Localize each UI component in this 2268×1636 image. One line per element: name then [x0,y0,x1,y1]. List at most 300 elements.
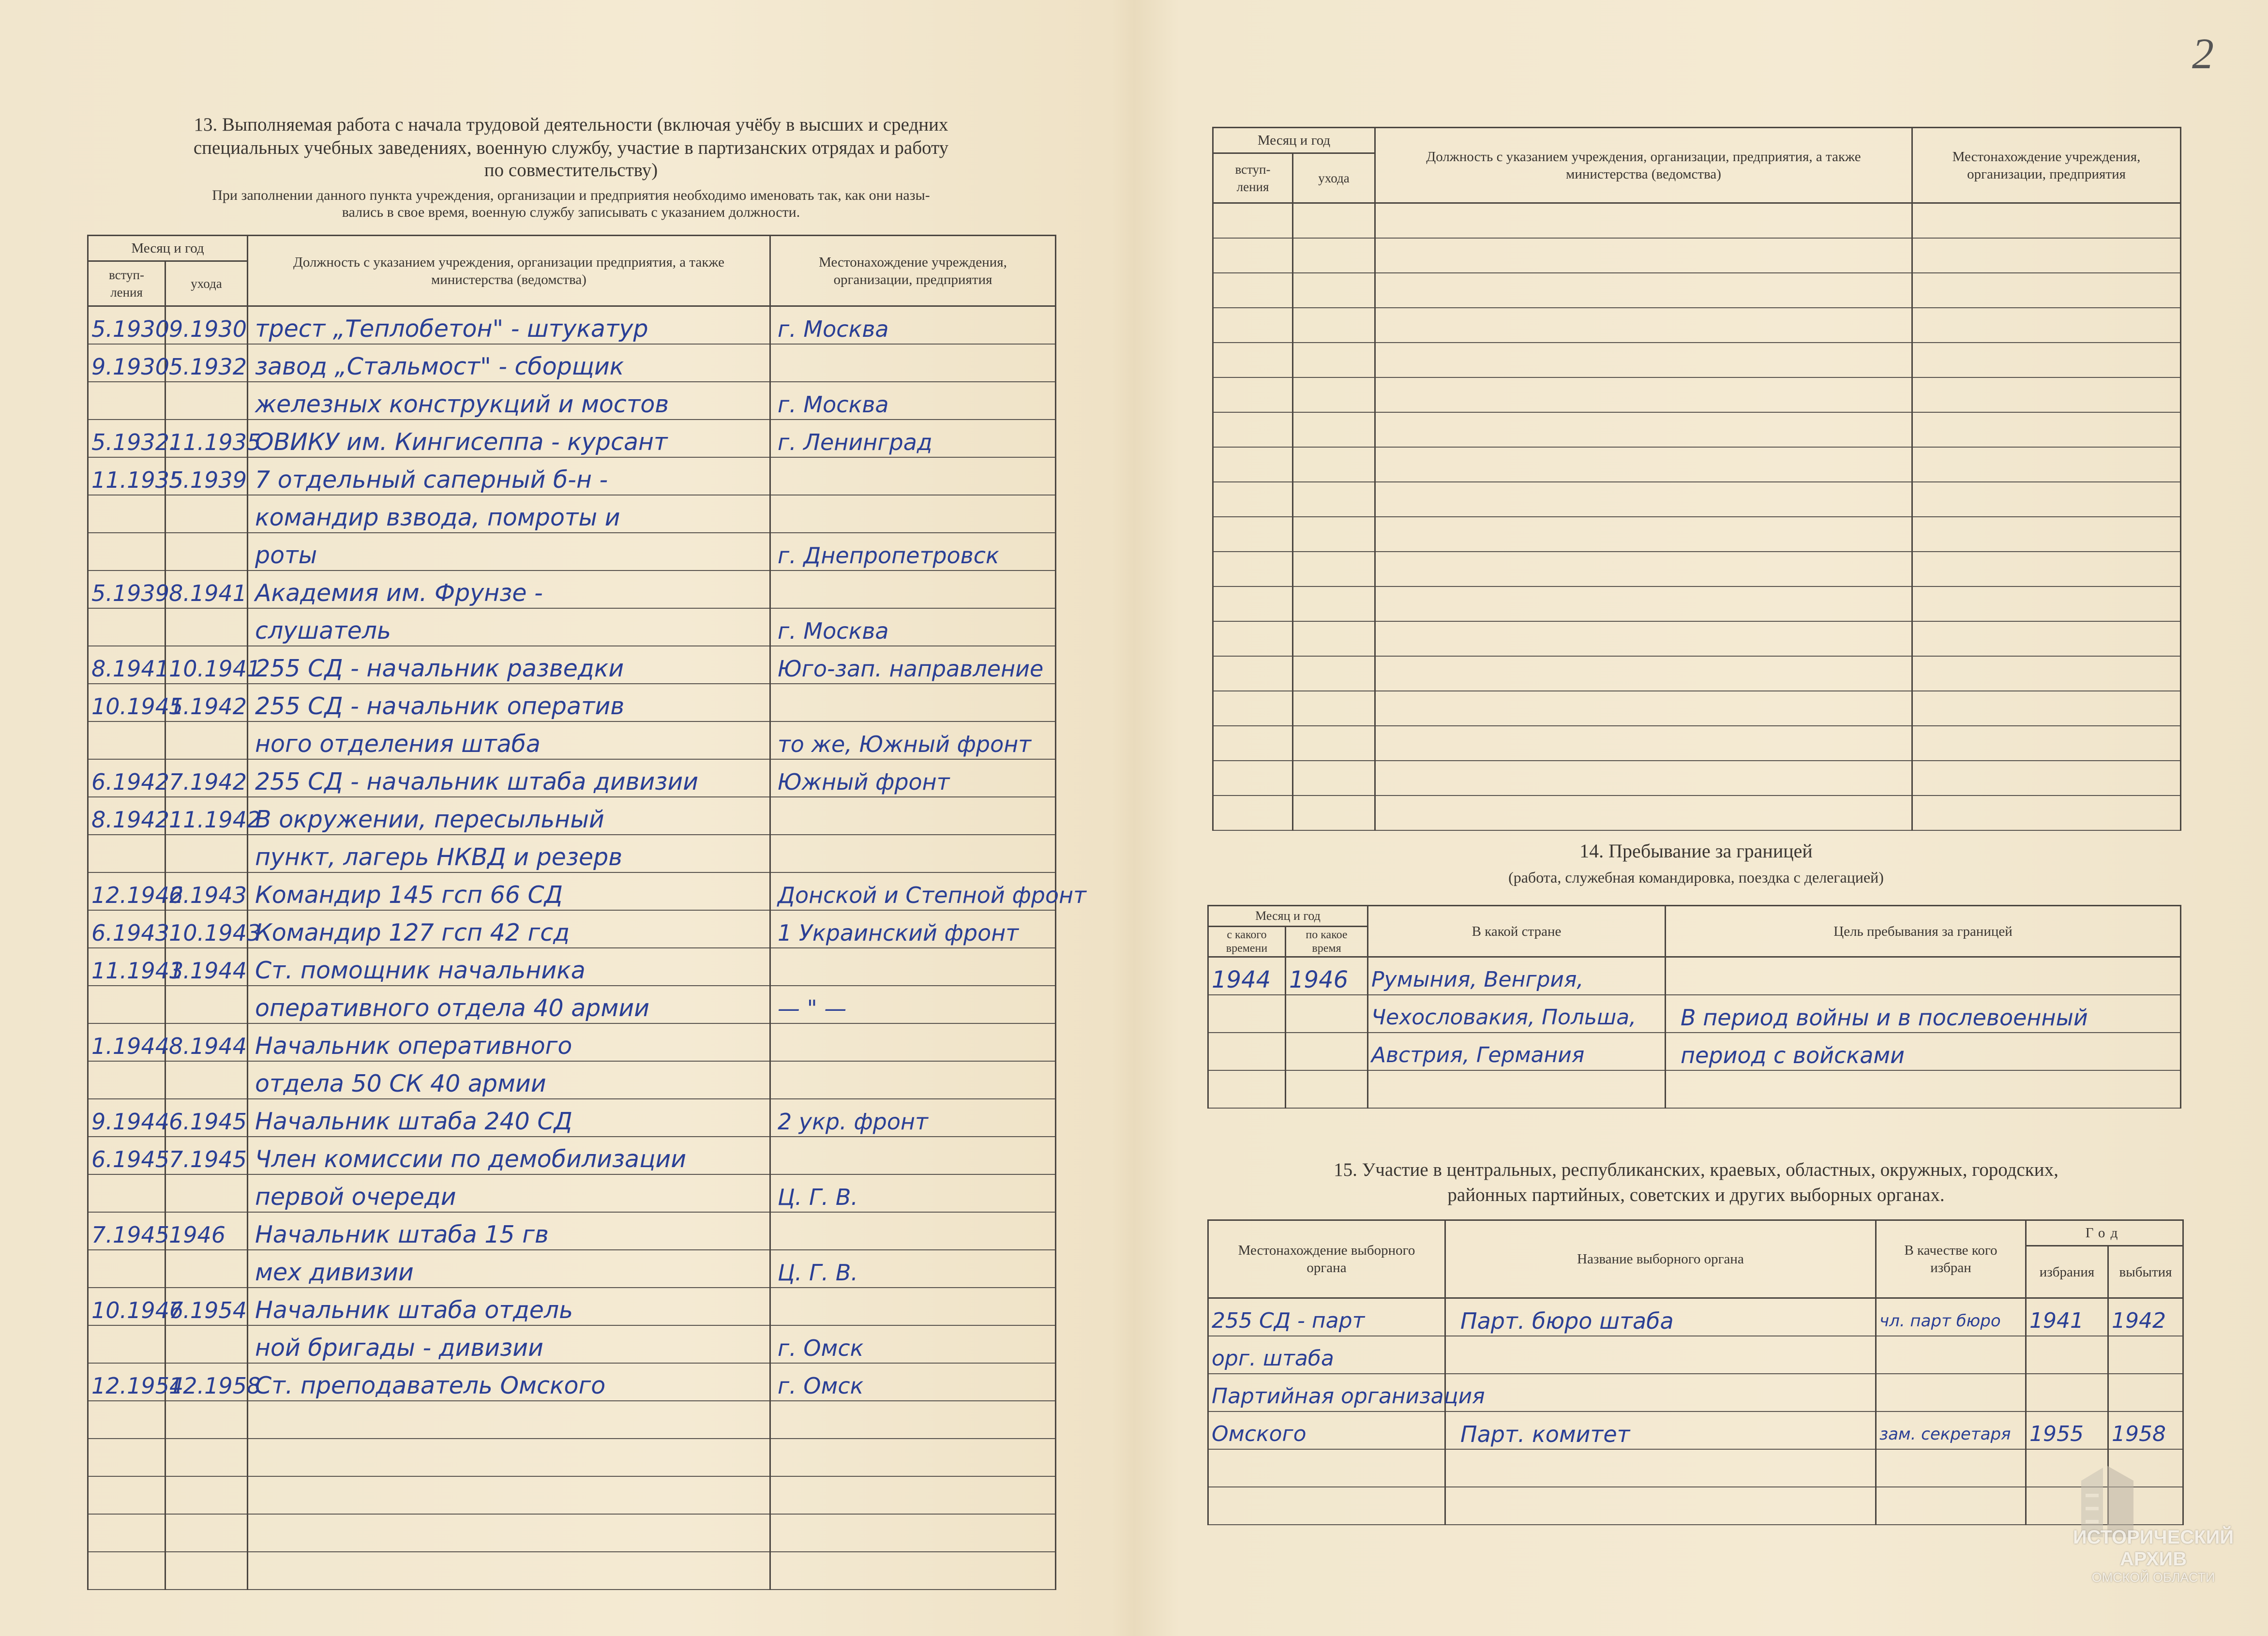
table-row [88,948,1056,986]
table-row [1208,1070,2181,1108]
position-text [248,1514,770,1552]
leave-date [165,1325,248,1363]
country-text [1368,1070,1666,1108]
table-row [88,570,1056,608]
location-text [1912,343,2181,377]
elected-bodies-table [1207,1219,2184,1525]
position-text: 7 отдельный саперный б-н - [248,457,770,495]
table-row [1213,691,2181,726]
location-text [770,1401,1056,1439]
section-13-title-line3: по совместительству) [484,160,658,180]
table-row [88,1439,1056,1476]
table-row [1208,1487,2183,1525]
from-date [1208,1070,1286,1108]
location-text [1912,656,2181,691]
location-text: г. Москва [770,608,1056,646]
leave-header: ухода [1293,153,1375,203]
location-text: г. Омск [770,1325,1056,1363]
entry-date [88,1476,165,1514]
position-text: оперативного отдела 40 армии [248,986,770,1023]
position-text [1375,482,1912,517]
entry-date: 9.1944 [88,1099,165,1137]
location-text [770,1552,1056,1590]
entry-date [88,1061,165,1099]
position-text: ной бригады - дивизии [248,1325,770,1363]
leave-date [1293,238,1375,273]
watermark-line1: ИСТОРИЧЕСКИЙ [2073,1527,2234,1548]
entry-date [1213,621,1293,656]
leave-date: 7.1945 [165,1137,248,1174]
entry-date [88,1514,165,1552]
entry-date [1213,482,1293,517]
position-text [1375,586,1912,621]
section-13-title: 13. Выполняемая работа с начала трудовой деятельности (включая учёбу в высших и средних [194,114,948,135]
elected-location-text [1208,1449,1445,1487]
table-row [88,1061,1056,1099]
entry-date [88,1439,165,1476]
purpose-text: В период войны и в послевоенный [1666,995,2181,1033]
location-text: 2 укр. фронт [770,1099,1056,1137]
section-13-note: При заполнении данного пункта учреждения, организации и предприятия необходимо именовать так, как они назы- [212,187,930,203]
table-row [1213,586,2181,621]
position-text [1375,726,1912,761]
location-text [770,1476,1056,1514]
location-text: г. Москва [770,306,1056,344]
position-text: пункт, лагерь НКВД и резерв [248,835,770,872]
left-year: 1942 [2108,1298,2183,1336]
position-text [1375,447,1912,482]
position-text: слушатель [248,608,770,646]
entry-date [1213,308,1293,343]
body-name-text: Парт. комитет [1445,1411,1876,1449]
table-row [88,759,1056,797]
table-row [88,382,1056,420]
entry-date [88,835,165,872]
leave-date: 11.1935 [165,420,248,457]
entry-date [88,495,165,533]
country-text: Чехословакия, Польша, [1368,995,1666,1033]
year-header: Год [2026,1220,2183,1246]
leave-date: 6.1945 [165,1099,248,1137]
entry-date [1213,726,1293,761]
leave-date [1293,308,1375,343]
abroad-table [1207,905,2181,1109]
entry-date [88,1174,165,1212]
from-date [1208,995,1286,1033]
location-text: Южный фронт [770,759,1056,797]
position-text: ного отделения штаба [248,721,770,759]
location-text [770,1288,1056,1325]
role-text: зам. секретаря [1876,1411,2026,1449]
location-text [770,948,1056,986]
purpose-header: Цель пребывания за границей [1666,906,2181,957]
position-text: командир взвода, помроты и [248,495,770,533]
entry-date: 7.1945 [88,1212,165,1250]
work-history-continuation-table [1212,127,2181,831]
location-text [770,495,1056,533]
table-row [88,872,1056,910]
table-row [1213,656,2181,691]
location-text [770,457,1056,495]
leave-date: 6.1943 [165,872,248,910]
country-text: Австрия, Германия [1368,1033,1666,1070]
position-text: мех дивизии [248,1250,770,1288]
location-text: то же, Южный фронт [770,721,1056,759]
table-row [88,835,1056,872]
location-text [1912,238,2181,273]
position-text [248,1401,770,1439]
entry-date: 9.1930 [88,344,165,382]
entry-date [1213,238,1293,273]
leave-date [165,1552,248,1590]
leave-date: 7.1954 [165,1288,248,1325]
position-text: первой очереди [248,1174,770,1212]
position-text: Член комиссии по демобилизации [248,1137,770,1174]
table-row [1213,726,2181,761]
position-header: Должность с указанием учреждения, организации, предприятия, а также министерства (ведомства) [1375,128,1912,203]
body-name-text: Парт. бюро штаба [1445,1298,1876,1336]
position-text: В окружении, пересыльный [248,797,770,835]
location-text [1912,726,2181,761]
body-name-text [1445,1487,1876,1525]
to-date [1286,1033,1368,1070]
location-text [770,570,1056,608]
entry-date [1213,691,1293,726]
leave-date: 8.1941 [165,570,248,608]
position-text: Начальник штаба 15 гв [248,1212,770,1250]
location-text: г. Омск [770,1363,1056,1401]
entry-date [88,608,165,646]
table-row [1213,308,2181,343]
leave-date: 5.1939 [165,457,248,495]
entry-date: 6.1942 [88,759,165,797]
entry-date: 10.1946 [88,1288,165,1325]
elected-year [2026,1336,2108,1374]
section-14-subtitle: (работа, служебная командировка, поездка с делегацией) [1508,869,1884,886]
location-text: г. Москва [770,382,1056,420]
position-text: Начальник оперативного [248,1023,770,1061]
position-text [1375,273,1912,308]
location-text [770,1061,1056,1099]
to-date [1286,995,1368,1033]
table-row [1213,552,2181,586]
role-text [1876,1336,2026,1374]
table-row [88,1288,1056,1325]
leave-header: ухода [165,261,248,306]
purpose-text [1666,1070,2181,1108]
table-row [88,533,1056,570]
table-row [1213,482,2181,517]
section-14-title: 14. Пребывание за границей [1579,840,1813,862]
position-text: трест „Теплобетон" - штукатур [248,306,770,344]
table-row [88,1514,1056,1552]
body-name-text [1445,1449,1876,1487]
purpose-text: период с войсками [1666,1033,2181,1070]
country-header: В какой стране [1368,906,1666,957]
position-text: завод „Стальмост" - сборщик [248,344,770,382]
location-text [770,1137,1056,1174]
leave-date [1293,552,1375,586]
leave-date: 5.1942 [165,684,248,721]
leave-date [1293,691,1375,726]
leave-date [165,1439,248,1476]
table-row [88,1363,1056,1401]
position-text: 255 СД - начальник разведки [248,646,770,684]
table-row [88,646,1056,684]
elected-location-text: Омского [1208,1411,1445,1449]
role-text: чл. парт бюро [1876,1298,2026,1336]
table-row [1208,1298,2183,1336]
position-text: Ст. помощник начальника [248,948,770,986]
position-text [1375,238,1912,273]
location-text [1912,691,2181,726]
leave-date [1293,656,1375,691]
leave-date [1293,203,1375,238]
location-header: Местонахождение учреждения, организации, предприятия [1912,128,2181,203]
location-text: 1 Украинский фронт [770,910,1056,948]
position-text: Начальник штаба отдель [248,1288,770,1325]
location-text: г. Днепропетровск [770,533,1056,570]
table-row [1213,343,2181,377]
watermark-line2: АРХИВ [2119,1548,2187,1570]
leave-date [165,835,248,872]
leave-date: 5.1932 [165,344,248,382]
table-row [1208,957,2181,995]
leave-date [1293,621,1375,656]
entry-date [88,1552,165,1590]
to-date: 1946 [1286,957,1368,995]
entry-date: 8.1941 [88,646,165,684]
elected-location-text: орг. штаба [1208,1336,1445,1374]
leave-date [1293,343,1375,377]
leave-date [1293,517,1375,552]
location-text [1912,517,2181,552]
position-text [1375,621,1912,656]
table-row [88,1137,1056,1174]
position-text [248,1552,770,1590]
left-year [2108,1374,2183,1411]
location-text [1912,552,2181,586]
location-text [770,835,1056,872]
leave-date: 9.1930 [165,306,248,344]
entry-date [88,1401,165,1439]
section-15-title-line2: районных партийных, советских и других выборных органах. [1447,1185,1945,1205]
leave-date: 7.1942 [165,759,248,797]
section-15-title: 15. Участие в центральных, республиканских, краевых, областных, окружных, городских, [1334,1159,2058,1180]
table-row [88,1325,1056,1363]
location-text [1912,586,2181,621]
table-row [88,721,1056,759]
from-date: 1944 [1208,957,1286,995]
left-year [2108,1336,2183,1374]
country-text: Румыния, Венгрия, [1368,957,1666,995]
position-text: Командир 145 гсп 66 СД [248,872,770,910]
location-text: Донской и Степной фронт [770,872,1056,910]
elected-year: 1955 [2026,1411,2108,1449]
page-number: 2 [2192,30,2214,78]
location-text: Юго-зап. направление [770,646,1056,684]
leave-date: 10.1943 [165,910,248,948]
role-header: В качестве кого избран [1876,1220,2026,1298]
position-text [1375,795,1912,830]
table-row [1208,995,2181,1033]
table-row [1208,1336,2183,1374]
purpose-text [1666,957,2181,995]
table-row [1208,1449,2183,1487]
leave-date [165,986,248,1023]
location-text: Ц. Г. В. [770,1174,1056,1212]
section-13-title-line2: специальных учебных заведениях, военную службу, участие в партизанских отрядах и работу [193,137,949,158]
table-row [1213,795,2181,830]
body-name-text [1445,1374,1876,1411]
role-text [1876,1449,2026,1487]
leave-date [1293,412,1375,447]
position-text [1375,203,1912,238]
table-row [1213,377,2181,412]
location-text [1912,482,2181,517]
table-row [1213,761,2181,795]
entry-date: 6.1945 [88,1137,165,1174]
location-text [1912,203,2181,238]
location-text: Ц. Г. В. [770,1250,1056,1288]
location-text [770,1212,1056,1250]
location-text: г. Ленинград [770,420,1056,457]
table-row [88,1552,1056,1590]
entry-date [1213,795,1293,830]
from-date [1208,1033,1286,1070]
month-year-header: Месяц и год [1213,128,1375,153]
table-row [88,608,1056,646]
position-text: роты [248,533,770,570]
leave-date [165,495,248,533]
leave-date [1293,482,1375,517]
location-text [1912,447,2181,482]
to-header: по какое время [1286,927,1368,957]
entry-date: 11.1943 [88,948,165,986]
position-text: Ст. преподаватель Омского [248,1363,770,1401]
role-text [1876,1487,2026,1525]
leave-date: 8.1944 [165,1023,248,1061]
entry-date [1213,586,1293,621]
table-row [88,1099,1056,1137]
table-row [88,306,1056,344]
elected-location-header: Местонахождение выборного органа [1208,1220,1445,1298]
position-text: железных конструкций и мостов [248,382,770,420]
entry-date [1213,447,1293,482]
position-text: 255 СД - начальник оператив [248,684,770,721]
position-text [1375,412,1912,447]
section-13-note-line2: вались в свое время, военную службу записывать с указанием должности. [342,204,800,220]
leave-date: 1946 [165,1212,248,1250]
leave-date [165,1061,248,1099]
elected-year [2026,1374,2108,1411]
table-row [1208,1374,2183,1411]
table-row [88,910,1056,948]
left-year-header: выбытия [2108,1246,2183,1298]
entry-header: вступ- ления [88,261,165,306]
leave-date [165,1401,248,1439]
location-text [1912,621,2181,656]
entry-date [88,986,165,1023]
table-row [88,797,1056,835]
table-row [1208,1033,2181,1070]
table-row [1213,203,2181,238]
location-header: Местонахождение учреждения, организации, предприятия [770,236,1056,306]
position-text [1375,343,1912,377]
table-row [1208,1411,2183,1449]
entry-date: 6.1943 [88,910,165,948]
position-text [1375,308,1912,343]
leave-date [165,1514,248,1552]
entry-date [1213,552,1293,586]
elected-location-text: Партийная организация [1208,1374,1445,1411]
position-text: отдела 50 СК 40 армии [248,1061,770,1099]
location-text [770,797,1056,835]
elected-location-text [1208,1487,1445,1525]
entry-date: 8.1942 [88,797,165,835]
position-text [1375,517,1912,552]
table-row [88,495,1056,533]
table-row [88,420,1056,457]
leave-date: 12.1958 [165,1363,248,1401]
month-year-header: Месяц и год [88,236,248,261]
table-row [88,1212,1056,1250]
location-text [770,344,1056,382]
table-row [1213,238,2181,273]
location-text: — " — [770,986,1056,1023]
position-text [1375,656,1912,691]
entry-date [1213,761,1293,795]
entry-date: 5.1939 [88,570,165,608]
leave-date [1293,795,1375,830]
table-row [88,1023,1056,1061]
position-text [1375,552,1912,586]
entry-date [88,1325,165,1363]
entry-date: 5.1932. [88,420,165,457]
location-text [1912,273,2181,308]
leave-date [1293,273,1375,308]
position-text [248,1439,770,1476]
position-text [248,1476,770,1514]
position-header: Должность с указанием учреждения, организации предприятия, а также министерства (ведомства) [248,236,770,306]
leave-date [165,721,248,759]
entry-date [1213,656,1293,691]
location-text [770,1023,1056,1061]
location-text [770,1514,1056,1552]
table-row [88,1401,1056,1439]
work-history-table [87,235,1086,1590]
entry-date [1213,377,1293,412]
entry-date [88,1250,165,1288]
entry-date: 11.1935 [88,457,165,495]
table-row [88,457,1056,495]
table-row [88,1250,1056,1288]
entry-date: 12.1942 [88,872,165,910]
entry-date [88,533,165,570]
leave-date [1293,726,1375,761]
position-text: Начальник штаба 240 СД [248,1099,770,1137]
position-text [1375,691,1912,726]
leave-date [165,1250,248,1288]
entry-date [1213,412,1293,447]
month-year-header: Месяц и год [1208,906,1368,927]
entry-date [88,721,165,759]
left-year: 1958 [2108,1411,2183,1449]
leave-date: 10.1941 [165,646,248,684]
table-row [88,986,1056,1023]
position-text [1375,761,1912,795]
location-text [1912,412,2181,447]
